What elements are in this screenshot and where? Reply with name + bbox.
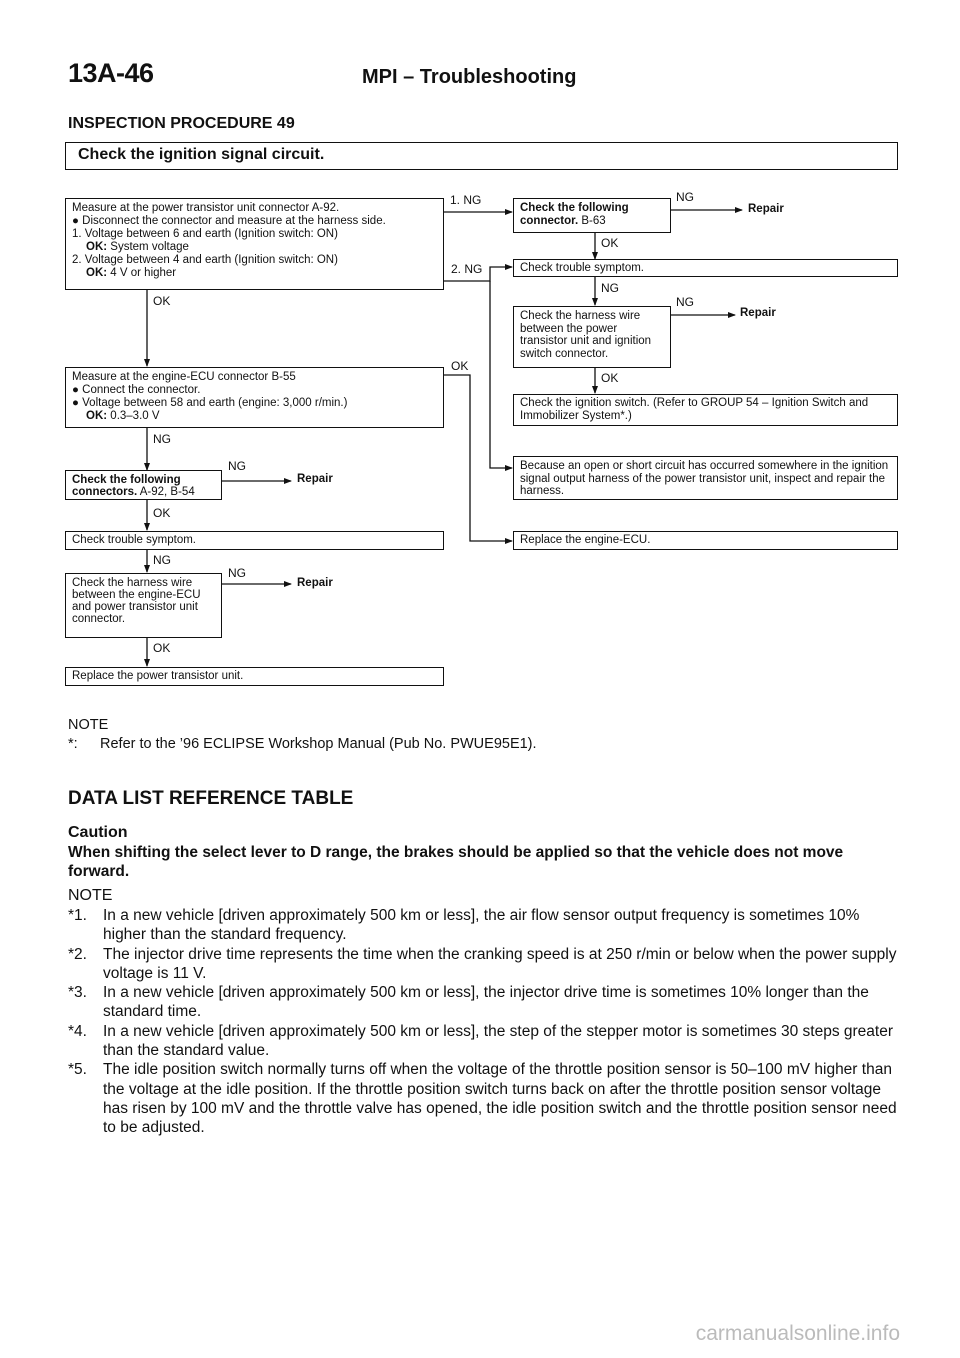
flow-step-check-harness-ecu: Check the harness wire between the engine-ECU and power transistor unit connector. (65, 573, 222, 638)
watermark: carmanualsonline.info (695, 1322, 900, 1345)
label-ng-r1: NG (676, 190, 694, 204)
flow-step-check-ignition-switch: Check the ignition switch. (Refer to GROUP 54 – Ignition Switch and Immobilizer System*.) (513, 394, 898, 426)
flow-step-replace-engine-ecu: Replace the engine-ECU. (513, 531, 898, 550)
label-ng-r2: NG (601, 281, 619, 295)
flow-step-engine-ecu-measure: Measure at the engine-ECU connector B-55 ● Connect the connector. ● Voltage between 58 and earth (engine: 3,000 r/min.) OK: 0.3–3.0 V (65, 367, 444, 428)
repair-box5: Repair (297, 577, 333, 589)
data-list-note-heading: NOTE (68, 887, 113, 904)
flow-step-check-connector-b63: Check the following connector. B-63 (513, 198, 671, 233)
label-ng-box5: NG (228, 566, 246, 580)
caution-text: When shifting the select lever to D range, the brakes should be applied so that the vehicle does not move forward. (68, 844, 844, 880)
label-ng-box4: NG (153, 553, 171, 567)
repair-r3: Repair (740, 307, 776, 319)
data-list-title: DATA LIST REFERENCE TABLE (68, 788, 354, 809)
flow-step-check-trouble-symptom-right: Check trouble symptom. (513, 259, 898, 277)
flow-step-check-trouble-symptom-left: Check trouble symptom. (65, 531, 444, 550)
flow-step-check-connectors: Check the following connectors. A-92, B-54 (65, 470, 222, 500)
label-ok-box3: OK (153, 506, 171, 520)
note-item: *3. In a new vehicle [driven approximately 500 km or less], the injector drive time is sometimes 10% longer than the standard time. (68, 984, 869, 1021)
flow-step-power-transistor-measure: Measure at the power transistor unit connector A-92. ● Disconnect the connector and measure at the harness side. 1. Voltage between 6 and earth (Ignition switch: ON) OK: System voltage 2. Voltage between 4 and earth (Ignition switch: ON) OK: 4 V or higher (65, 198, 444, 290)
note-item: *5. The idle position switch normally turns off when the voltage of the throttle position sensor is 50–100 mV higher than the voltage at the idle position. If the throttle position switch turns back on after the throttle position sensor voltage has risen by 100 mV and the throttle valve has opened, the idle position switch and the throttle position sensor need to be adjusted. (68, 1061, 897, 1137)
label-ng-r3: NG (676, 295, 694, 309)
label-ok-box5: OK (153, 641, 171, 655)
note-item: *2. The injector drive time represents the time when the cranking speed is at 250 r/min or below when the power supply voltage is 11 V. (68, 945, 897, 982)
page-number: 13A-46 (68, 58, 154, 88)
label-ng-box2: NG (153, 432, 171, 446)
flow-step-check-harness-ignition: Check the harness wire between the power transistor unit and ignition switch connector. (513, 306, 671, 368)
note-item: *1. In a new vehicle [driven approximately 500 km or less], the air flow sensor output frequency is sometimes 10% higher than the standard frequency. (68, 907, 860, 944)
note-item: *4. In a new vehicle [driven approximately 500 km or less], the step of the stepper motor is sometimes 30 steps greater than the standard value. (68, 1022, 894, 1060)
procedure-title: Check the ignition signal circuit. (78, 146, 325, 163)
section-title: MPI – Troubleshooting (362, 66, 577, 88)
label-1-ng: 1. NG (450, 193, 482, 207)
label-2-ng: 2. NG (451, 262, 483, 276)
note-line: *: Refer to the ’96 ECLIPSE Workshop Manual (Pub No. PWUE95E1). (68, 736, 537, 752)
label-ng-box3: NG (228, 459, 246, 473)
flow-step-replace-power-transistor: Replace the power transistor unit. (65, 667, 444, 686)
procedure-heading: INSPECTION PROCEDURE 49 (68, 115, 295, 132)
label-ok-box2: OK (451, 359, 469, 373)
repair-box3: Repair (297, 473, 333, 485)
note-heading: NOTE (68, 717, 109, 733)
repair-r1: Repair (748, 203, 784, 215)
label-ok-r3: OK (601, 371, 619, 385)
label-ok-r1: OK (601, 236, 619, 250)
flow-step-repair-harness: Because an open or short circuit has occurred somewhere in the ignition signal output harness of the power transistor unit, inspect and repair the harness. (513, 456, 898, 500)
data-list-notes (68, 906, 903, 1138)
caution-heading: Caution (68, 824, 128, 841)
label-ok-box1: OK (153, 294, 171, 308)
